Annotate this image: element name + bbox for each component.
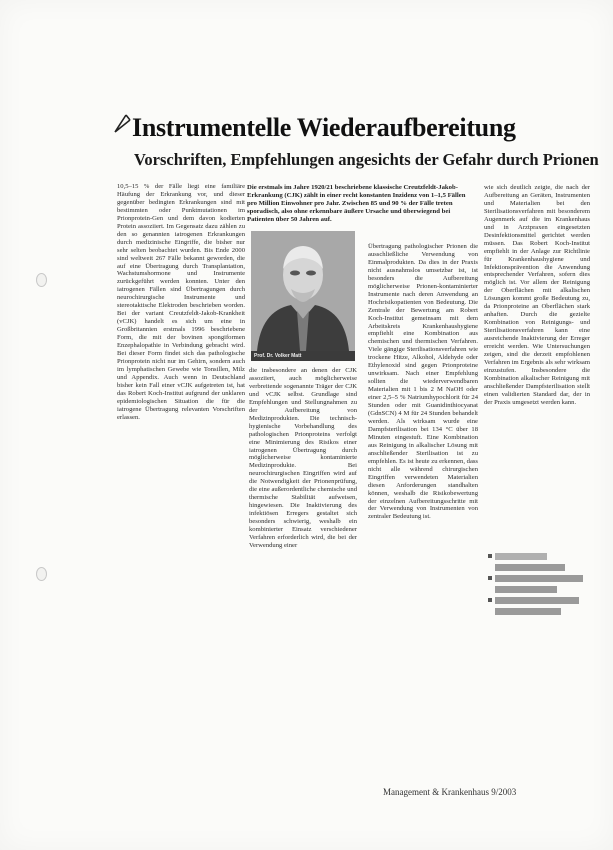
info-line: [495, 586, 557, 593]
body-column-2: [249, 367, 357, 550]
author-photo: [251, 231, 355, 351]
body-text: Übertragung pathologischer Prionen die ausschließliche Verwendung von Einmalprodukten. Da dies in der Praxis nicht ausnahmslos umsetzbar ist, ist besonders die Aufbereitung möglicherweise Prionen-kontaminierter Instrumente nach deren Anwendung an Hochrisikopatienten von Bedeutung. Die Zentrale der Bewertung am Robert Koch-Institut gemeinsam mit dem Arbeitskreis Krankenhaushygiene empfiehlt eine Kombination aus chemischen und thermischen Verfahren. Viele gängige Sterilisationsverfahren wie trockene Hitze, Alkohol, Aldehyde oder Ethylenoxid sind gegen Prionproteine unwirksam. Nach einer Empfehlung sollten die wiederverwendbaren Materialien mit 1 bis 2 M NaOH oder einer 2,5–5 % Natriumhypochlorit für 24 Stunden oder mit Guanidinthiocyanat (GdnSCN) 4 M für 24 Stunden behandelt werden. Als wirksam wurde eine Dampfsterilisation bei 134 °C über 18 Minuten eingestuft. Eine Kombination aus Reinigung in alkalischer Lösung mit anschließender Sterilisation ist zu empfehlen. Es ist heute zu erkennen, dass nicht alle während chirurgischen Eingriffen verwendeten Materialien diesen Anforderungen standhalten können, weshalb die Risikobewertung der einzelnen Aufbereitungsschritte mit der Verwendung von Instrumenten von zentraler Bedeutung ist.: [368, 243, 478, 521]
publication-footer: Management & Krankenhaus 9/2003: [383, 787, 517, 797]
photo-caption: Prof. Dr. Volker Matt: [251, 351, 355, 361]
bullet-icon: [488, 576, 492, 580]
info-line: [495, 553, 547, 560]
body-column-4: [484, 184, 590, 407]
info-box: [485, 551, 589, 643]
info-line: [495, 608, 561, 615]
body-column-1: [117, 183, 245, 422]
article-lead: Die erstmals im Jahre 1920/21 beschriebene klassische Creutzfeldt-Jakob-Erkrankung (CJK) zählt in einer recht konstanten Inzidenz von 1–1,5 Fällen pro Million Einwohner pro Jahr. Zwischen 85 und 90 % der Fälle treten sporadisch, also ohne erkennbare äußere Ursache und überwiegend bei Patienten über 50 Jahren auf.: [247, 184, 466, 223]
body-text: 10,5–15 % der Fälle liegt eine familiäre Häufung der Erkrankung vor, und dieser gegenüber bedingten Erkrankungen sind mit bestimmten oder Punktmutationen im Prionprotein-Gen und dem davon kodierten Protein assoziiert. Im Gegensatz dazu zählen zu den so genannten iatrogenen Erkrankungen durch medizinische Eingriffe, die bisher nur sehr selten beobachtet wurden. Bis Ende 2000 sind weltweit 267 Fälle bekannt geworden, die auf eine Übertragung durch Transplantation, Wachstumshormone und Instrumente zurückgeführt werden konnten. Unter den iatrogenen Fällen sind Übertragungen durch neurochirurgische Instrumente und stereotaktische Elektroden beschrieben worden. Bei der variant Creutzfeldt-Jakob-Krankheit (vCJK) handelt es sich um eine in Großbritannien erstmals 1996 beschriebene Form, die mit der bovinen spongiformen Enzephalopathie in Verbindung gebracht wird. Bei dieser Form findet sich das pathologische Prionprotein nicht nur im Gehirn, sondern auch im lymphatischen Gewebe wie Tonsillen, Milz und Appendix. Auch wenn in Deutschland bisher kein Fall einer vCJK aufgetreten ist, hat das Robert Koch-Institut aufgrund der unklaren epidemiologischen Situation die für die iatrogene Übertragung relevanten Vorschriften erlassen.: [117, 183, 245, 421]
punch-hole: [36, 273, 47, 287]
body-text: wie sich deutlich zeigte, die nach der Aufbereitung an Geräten, Instrumenten und Materialien bei den Sterilisationsverfahren mit besonderem Augenmerk auf die im Krankenhaus und in Arztpraxen eingesetzten Desinfektionsmittel gerichtet werden müssen. Das Robert Koch-Institut empfiehlt in der Anlage zur Richtlinie für Krankenhaushygiene und Infektionsprävention die Anwendung entsprechender Verfahren, sofern dies möglich ist. Vor allem der Reinigung der Oberflächen mit alkalischen Lösungen kommt große Bedeutung zu, da Prionproteine an Oberflächen stark anhaften. Durch die gezielte Kombination von Reinigungs- und Sterilisationsverfahren kann eine ausreichende Inaktivierung der Erreger erreicht werden. Wie Untersuchungen zeigen, sind die derzeit empfohlenen Verfahren im Ergebnis als sehr wirksam einzustufen. Insbesondere die Kombination alkalischer Reinigung mit anschließender Dampfsterilisation stellt einen validierten Standard dar, der in der Praxis umgesetzt werden kann.: [484, 184, 590, 406]
body-text: die insbesondere an denen der CJK assoziiert, auch möglicherweise verbreitende sogenannte Träger der CJK und vCJK selbst. Grundlage sind Empfehlungen und Stellungnahmen zu der Aufbereitung von Medizinprodukten. Die technisch-hygienische Vorbehandlung des pathologischen Prionproteins verfolgt eine Minimierung des Risikos einer iatrogenen Übertragung durch möglicherweise kontaminierte Medizinprodukte. Bei neurochirurgischen Eingriffen wird auf die Notwendigkeit der Prionenprüfung, die eine außerordentliche chemische und thermische Stabilität aufweisen, hingewiesen. Die Inaktivierung des infektiösen Erregers gestaltet sich besonders schwierig, weshalb ein kombinierter Einsatz verschiedener Verfahren erforderlich wird, die bei der Verwendung einer: [249, 367, 357, 549]
punch-hole: [36, 567, 47, 581]
info-line: [495, 564, 565, 571]
article-title: Instrumentelle Wiederaufbereitung: [132, 113, 516, 142]
article-subtitle: Vorschriften, Empfehlungen angesichts der Gefahr durch Prionen: [134, 150, 599, 169]
bullet-icon: [488, 598, 492, 602]
body-column-3: [368, 243, 478, 521]
bullet-icon: [488, 554, 492, 558]
info-line: [495, 575, 583, 582]
info-line: [495, 597, 579, 604]
